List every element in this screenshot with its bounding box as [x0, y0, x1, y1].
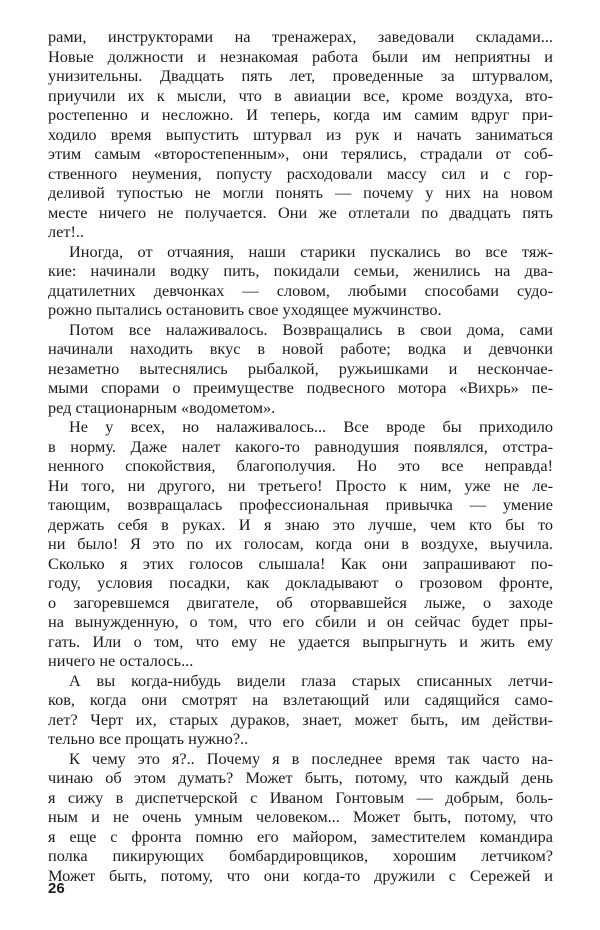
text-line: ным и не очень умным человеком... Может быть, потому, что [48, 807, 553, 826]
text-line: о загоревшемся двигателе, об оторвавшейся лыже, о заходе [48, 592, 553, 612]
paragraph [48, 671, 553, 749]
text-line: Иногда, от отчаяния, наши старики пускались во все тяж- [69, 241, 553, 261]
text-line: на вынужденную, о том, что его сбили и он сейчас будет пры- [48, 612, 553, 631]
paragraph [48, 27, 553, 242]
text-line: незаметно вытеснялись рыбалкой, ружьишками и нескончае- [48, 358, 553, 378]
text-line: держать себя в руках. И я знаю это лучше, чем кто бы то [48, 514, 553, 534]
book-page-text [48, 27, 553, 885]
text-line: А вы когда-нибудь видели глаза старых списанных летчи- [69, 670, 553, 690]
text-line: ков, когда они смотрят на взлетающий или садящийся само- [48, 690, 553, 709]
text-line: рами, инструкторами на тренажерах, заведовали складами... [48, 27, 553, 46]
text-line: начинали находить вкус в новой работе; водка и девчонки [48, 339, 553, 358]
text-line: унизительны. Двадцать пять лет, проведенные за штурвалом, [48, 66, 553, 85]
text-line: году, условия посадки, как докладывают о грозовом фронте, [48, 573, 553, 592]
text-line: ственного неумения, попусту расходовали массу сил и с гор- [48, 163, 553, 183]
text-line: ред стационарным «водометом». [48, 397, 276, 417]
text-line: ни было! Я это по их голосам, когда они в воздухе, выучила. [48, 534, 553, 553]
text-line: в норму. Даже налет какого-то равнодушия появлялся, отстра- [48, 436, 553, 456]
paragraph [48, 417, 553, 671]
text-line: чинаю об этом думать? Может быть, потому, что каждый день [48, 768, 553, 787]
text-line: ходило время выпустить штурвал из рук и начать заниматься [48, 124, 553, 144]
text-line: Новые должности и незнакомая работа были им неприятны и [48, 46, 553, 66]
text-line: я сижу в диспетчерской с Иваном Гонтовым — добрым, боль- [48, 787, 553, 807]
text-line: ненного спокойствия, благополучия. Но это все неправда! [48, 456, 553, 475]
text-line: лет? Черт их, старых дураков, знает, может быть, им действи- [48, 709, 553, 729]
text-line: К чему это я?.. Почему я в последнее время так часто на- [69, 748, 553, 768]
text-line: тающим, возвращалась профессиональная привычка — умение [48, 495, 553, 514]
text-line: Не у всех, но налаживалось... Все вроде бы приходило [69, 417, 553, 436]
text-line: полка пикирующих бомбардировщиков, хорошим летчиком? [48, 846, 553, 865]
paragraph [48, 749, 553, 886]
text-line: ничего не осталось... [48, 651, 194, 670]
text-line: тельно все прощать нужно?.. [48, 729, 249, 748]
page-number: 26 [48, 880, 65, 897]
text-line: Может быть, потому, что они когда-то дружили с Сережей и [48, 865, 553, 885]
text-line: кие: начинали водку пить, покидали семьи, женились на два- [48, 261, 553, 280]
text-line: мыми спорами о преимуществе подвесного мотора «Вихрь» пе- [48, 378, 553, 397]
text-line: месте ничего не получается. Они же отлетали по двадцать пять [48, 202, 553, 222]
paragraph [48, 242, 553, 320]
text-line: Потом все налаживалось. Возвращались в свои дома, сами [69, 319, 553, 339]
text-line: ростепенно и несложно. И теперь, когда им самим вдруг при- [48, 105, 553, 124]
text-line: приучили их к мысли, что в авиации все, кроме воздуха, вто- [48, 85, 553, 105]
text-line: гать. Или о том, что ему не удается выпрыгнуть и жить ему [48, 631, 553, 651]
text-line: лет!.. [48, 222, 85, 241]
text-line: дцатилетних девчонках — словом, любыми способами судо- [48, 280, 553, 300]
text-line: Сколько я этих голосов слышала! Как они запрашивают по- [48, 553, 553, 573]
text-line: этим самым «второстепенным», они терялись, страдали от соб- [48, 144, 553, 163]
text-line: Ни того, ни другого, ни третьего! Просто к ним, уже не ле- [48, 475, 553, 495]
text-line: я еще с фронта помню его майором, заместителем командира [48, 826, 553, 846]
text-line: деливой тупостью не могли понять — почему у них на новом [48, 183, 553, 202]
text-line: рожно пытались остановить свое уходящее мужчинство. [48, 300, 442, 319]
paragraph [48, 320, 553, 418]
